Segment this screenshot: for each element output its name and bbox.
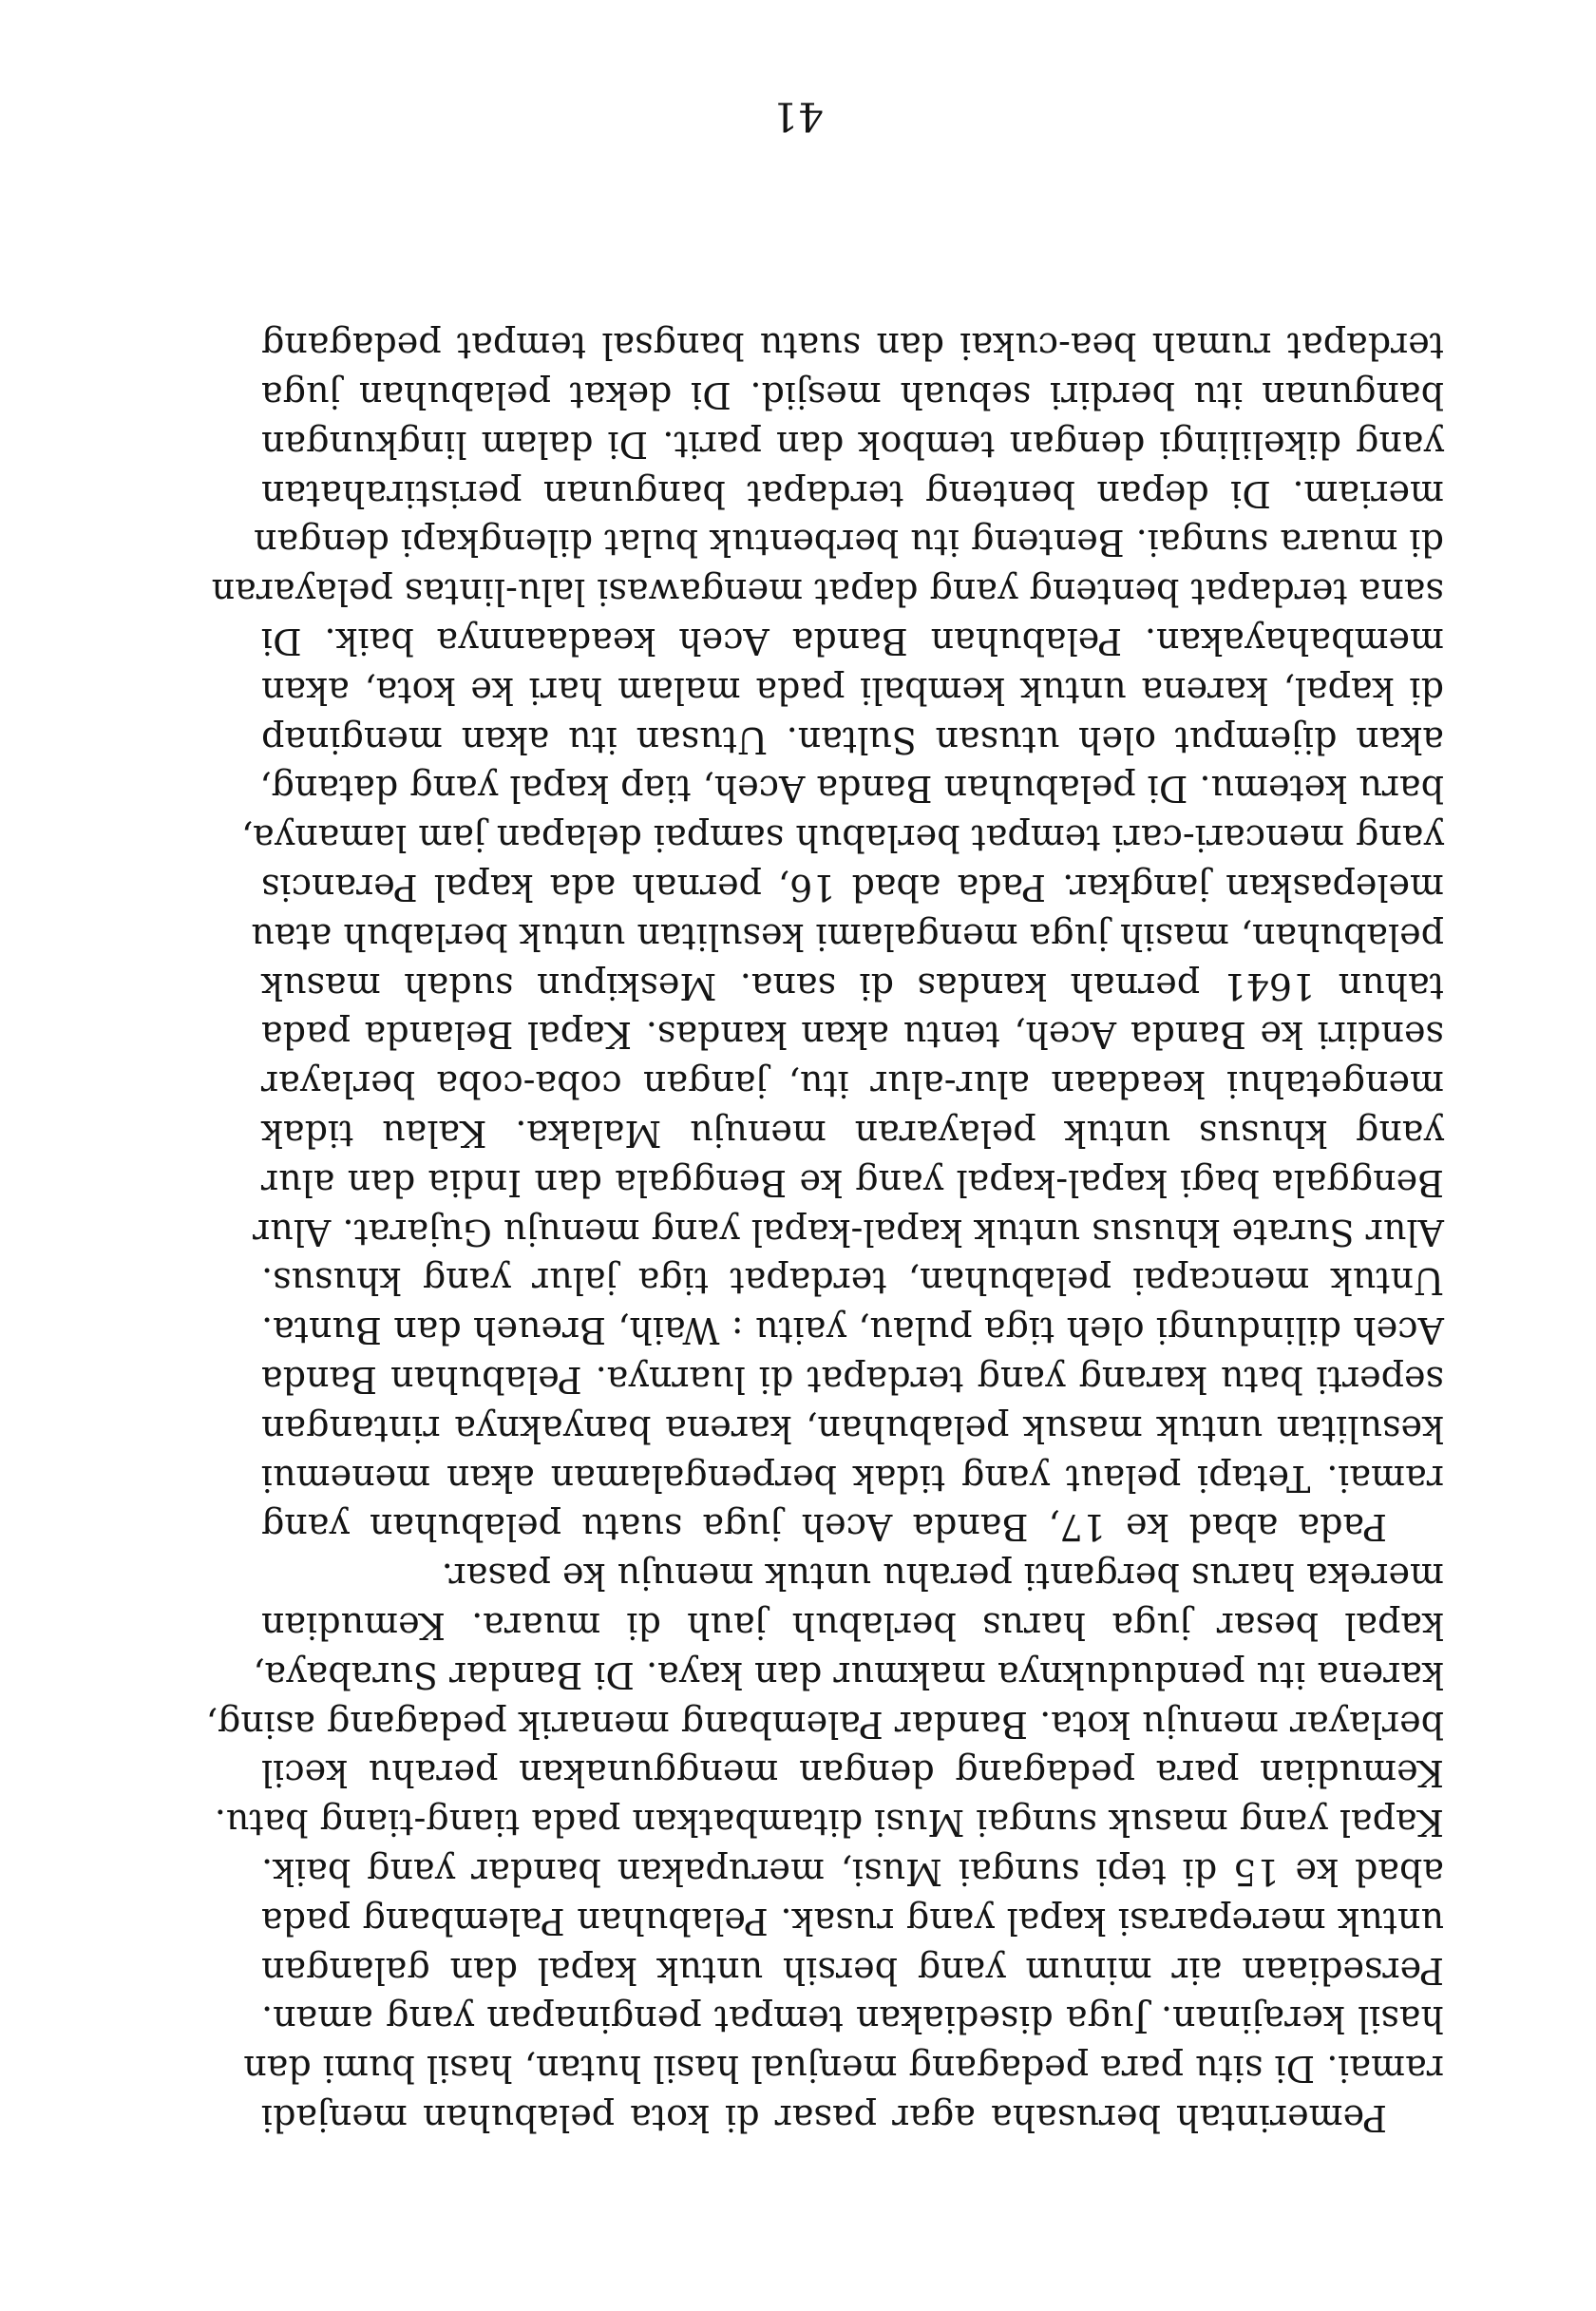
text-line: Benggala bagi kapal-kapal yang ke Benggala dan India dan alur <box>261 1161 1444 1204</box>
text-line: baru ketemu. Di pelabuhan Banda Aceh, tiap kapal yang datang, <box>259 768 1444 811</box>
text-line: Pada abad ke 17, Banda Aceh juga suatu pelabuhan yang <box>261 1506 1387 1549</box>
text-line: mereka harus berganti perahu untuk menuju ke pasar. <box>441 1556 1444 1598</box>
text-line: kapal besar juga harus berlabuh jauh di muara. Kemudian <box>261 1605 1444 1648</box>
text-line: Aceh dilindungi oleh tiga pulau, yaitu : Waih, Breueh dan Bunta. <box>261 1309 1444 1352</box>
text-line: Untuk mencapai pelabuhan, terdapat tiga jalur yang khusus. <box>261 1260 1444 1303</box>
text-line: akan dijemput oleh utusan Sultan. Utusan itu akan menginap <box>261 718 1444 761</box>
text-line: karena itu penduduknya makmur dan kaya. Di Bandar Surabaya, <box>253 1653 1444 1696</box>
text-line: berlayar menuju kota. Bandar Palembang menarik pedagang asing, <box>205 1703 1444 1746</box>
text-line: Alur Surate khusus untuk kapal-kapal yang menuju Gujarat. Alur <box>253 1211 1444 1253</box>
text-line: yang mencari-cari tempat berlabuh sampai delapan jam lamanya, <box>241 817 1444 860</box>
text-line: hasil kerajinan. Juga disediakan tempat penginapan yang aman. <box>261 1998 1444 2041</box>
text-line: kesulitan untuk masuk pelabuhan, karena banyaknya rintangan <box>261 1407 1444 1450</box>
text-line: untuk mereparasi kapal yang rusak. Pelabuhan Palembang pada <box>261 1900 1444 1942</box>
text-line: mengetahui keadaan alur-alur itu, jangan coba-coba berlayar <box>261 1063 1444 1106</box>
text-line: yang dikelilingi dengan tembok dan parit. Di dalam lingkungan <box>261 423 1444 466</box>
page-number: 41 <box>772 93 824 140</box>
text-line: bangunan itu berdiri sebuah mesjid. Di dekat pelabuhan juga <box>261 374 1444 417</box>
text-line: abad ke 15 di tepi sungai Musi, merupakan bandar yang baik. <box>261 1851 1444 1894</box>
text-line: seperti batu karang yang terdapat di luarnya. Pelabuhan Banda <box>261 1359 1444 1402</box>
text-line: yang khusus untuk pelayaran menuju Malaka. Kalau tidak <box>261 1113 1444 1156</box>
text-line: sendiri ke Banda Aceh, tentu akan kandas. Kapal Belanda pada <box>261 1014 1444 1057</box>
text-line: ramai. Di situ para pedagang menjual hasil hutan, hasil bumi dan <box>243 2048 1444 2091</box>
text-line: tahun 1641 pernah kandas di sana. Meskipun sudah masuk <box>261 965 1444 1007</box>
text-line: di kapal, karena untuk kembali pada malam hari ke kota, akan <box>261 669 1444 712</box>
text-line: meriam. Di depan benteng terdapat bangunan peristirahatan <box>261 472 1444 515</box>
text-line: di muara sungai. Benteng itu berbentuk bulat dilengkapi dengan <box>254 522 1444 564</box>
text-line: Pemerintah berusaha agar pasar di kota pelabuhan menjadi <box>261 2097 1387 2139</box>
text-line: Kapal yang masuk sungai Musi ditambatkan pada tiang-tiang batu. <box>214 1802 1444 1844</box>
text-line: Persediaan air minum yang bersih untuk kapal dan galangan <box>261 1949 1444 1992</box>
text-line: membahayakan. Pelabuhan Banda Aceh keadaannya baik. Di <box>261 621 1444 663</box>
text-line: ramai. Tetapi pelaut yang tidak berpengalaman akan menemui <box>261 1457 1444 1499</box>
text-line: sana terdapat benteng yang dapat mengawasi lalu-lintas pelayaran <box>211 571 1444 614</box>
text-line: pelabuhan, masih juga mengalami kesulitan untuk berlabuh atau <box>251 915 1444 958</box>
text-line: terdapat rumah bea-cukai dan suatu bangsal tempat pedagang <box>261 325 1444 368</box>
body-text <box>205 321 1444 2142</box>
text-line: melepaskan jangkar. Pada abad 16, pernah ada kapal Perancis <box>261 867 1444 909</box>
text-line: Kemudian para pedagang dengan menggunakan perahu kecil <box>261 1752 1444 1795</box>
